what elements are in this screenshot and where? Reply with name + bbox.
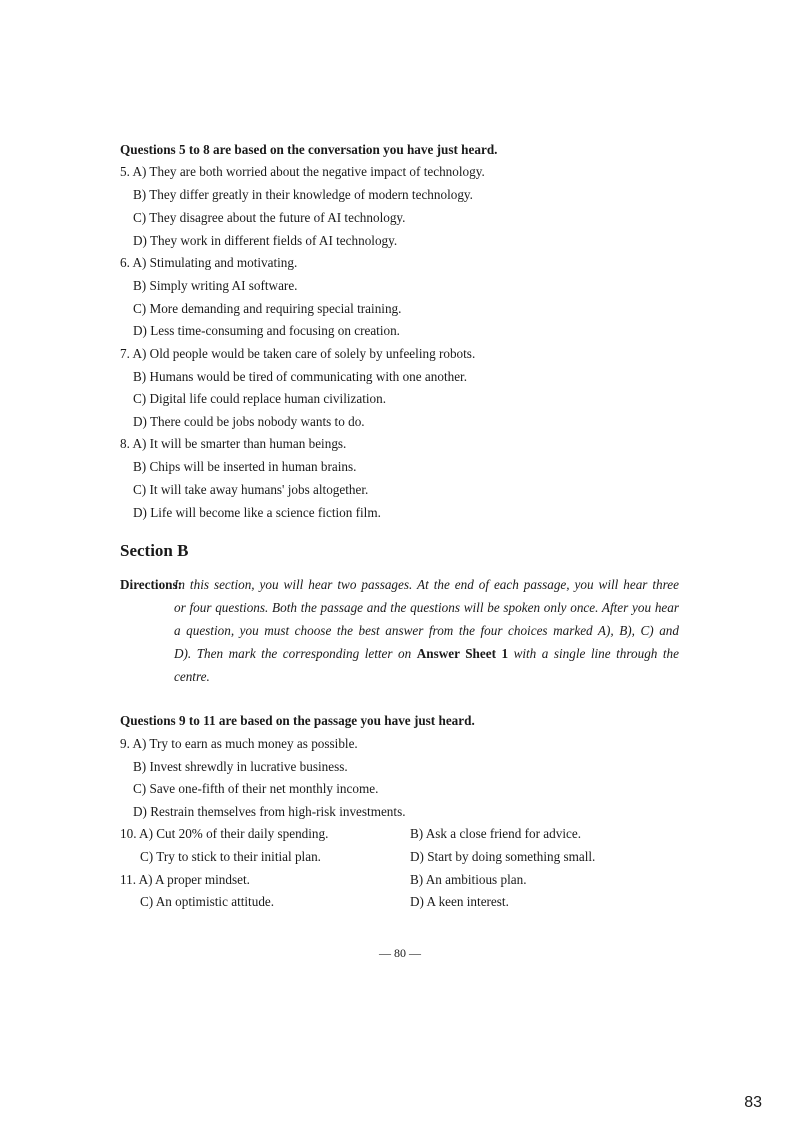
q11-option-a: 11. A) A proper mindset. [120, 872, 250, 887]
q6-option-c: C) More demanding and requiring special training. [133, 301, 402, 316]
q6-option-d: D) Less time-consuming and focusing on creation. [133, 323, 400, 338]
q8-option-d: D) Life will become like a science fiction film. [133, 505, 381, 520]
directions-line-4 [174, 646, 679, 662]
directions-line-1: In this section, you will hear two passages. At the end of each passage, you will hear three [174, 577, 679, 592]
q11-option-d: D) A keen interest. [410, 894, 509, 909]
section-b-title: Section B [120, 541, 189, 560]
q8-option-b: B) Chips will be inserted in human brains. [133, 459, 357, 474]
q5-option-a: 5. A) They are both worried about the negative impact of technology. [120, 164, 485, 179]
q10-option-d: D) Start by doing something small. [410, 849, 596, 864]
q7-option-a: 7. A) Old people would be taken care of solely by unfeeling robots. [120, 346, 476, 361]
q5-option-d: D) They work in different fields of AI technology. [133, 233, 398, 248]
answer-sheet-reference: Answer Sheet 1 [416, 646, 509, 661]
questions-9-11-heading: Questions 9 to 11 are based on the passage you have just heard. [120, 713, 475, 728]
q9-option-c: C) Save one-fifth of their net monthly income. [133, 781, 379, 796]
q6-option-b: B) Simply writing AI software. [133, 278, 298, 293]
q5-option-c: C) They disagree about the future of AI technology. [133, 210, 406, 225]
printed-page-number: — 80 — [379, 946, 421, 960]
q10-option-a: 10. A) Cut 20% of their daily spending. [120, 826, 329, 841]
questions-5-8-heading: Questions 5 to 8 are based on the conversation you have just heard. [120, 142, 498, 157]
q9-option-a: 9. A) Try to earn as much money as possible. [120, 736, 358, 751]
directions-line-4-tail: with a single line through the [513, 646, 680, 661]
q5-option-b: B) They differ greatly in their knowledge of modern technology. [133, 187, 473, 202]
q10-option-c: C) Try to stick to their initial plan. [140, 849, 321, 864]
page-number: 83 [744, 1094, 762, 1111]
q11-option-c: C) An optimistic attitude. [140, 894, 275, 909]
q10-option-b: B) Ask a close friend for advice. [410, 826, 582, 841]
q8-option-a: 8. A) It will be smarter than human beings. [120, 436, 347, 451]
q8-option-c: C) It will take away humans' jobs altogether. [133, 482, 369, 497]
directions-line-5: centre. [174, 669, 210, 684]
directions-line-2: or four questions. Both the passage and the questions will be spoken only once. After you hear [174, 600, 679, 615]
q9-option-b: B) Invest shrewdly in lucrative business. [133, 759, 348, 774]
q7-option-b: B) Humans would be tired of communicating with one another. [133, 369, 468, 384]
directions-label: Directions: [120, 577, 183, 592]
directions-line-3: a question, you must choose the best answer from the four choices marked A), B), C) and [174, 623, 679, 638]
directions-line-4-text: D). Then mark the corresponding letter on [174, 646, 412, 661]
q7-option-c: C) Digital life could replace human civilization. [133, 391, 387, 406]
q7-option-d: D) There could be jobs nobody wants to do. [133, 414, 365, 429]
q9-option-d: D) Restrain themselves from high-risk investments. [133, 804, 406, 819]
q11-option-b: B) An ambitious plan. [410, 872, 527, 887]
q6-option-a: 6. A) Stimulating and motivating. [120, 255, 298, 270]
